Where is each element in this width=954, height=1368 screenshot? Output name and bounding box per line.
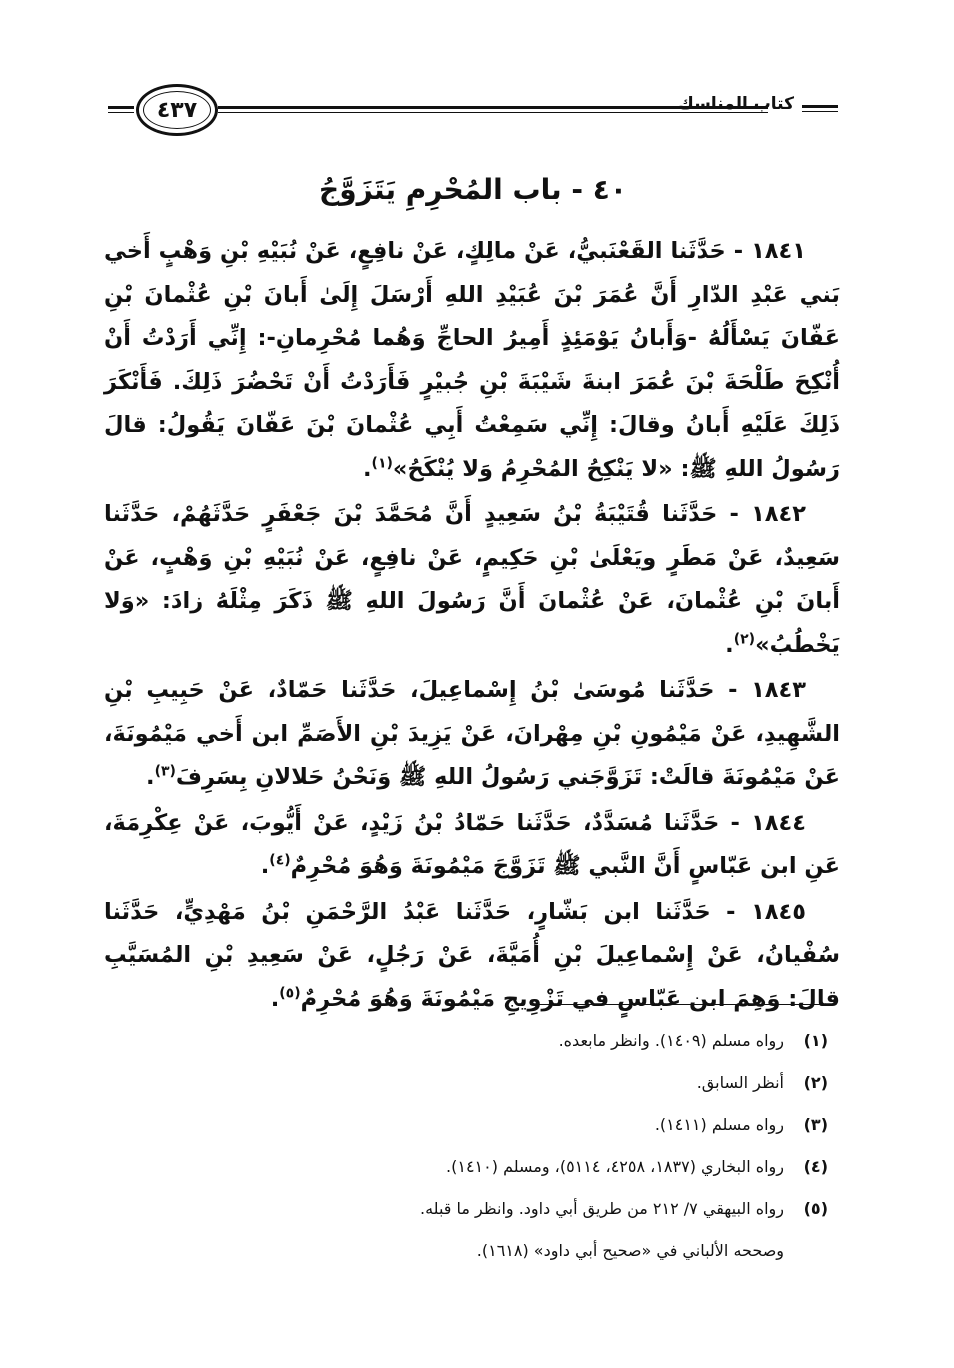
page-header [108, 84, 838, 148]
sentence-end: . [146, 764, 155, 790]
footnote-ref: (٢) [733, 631, 756, 647]
chapter-title: ٤٠ - باب المُحْرِمِ يَتَزَوَّجُ [319, 173, 627, 206]
sentence-end: . [260, 853, 270, 879]
footnote-item [200, 1104, 828, 1146]
page-number-frame [136, 84, 218, 136]
hadith-paragraph [104, 493, 840, 667]
hadith-paragraph [104, 230, 840, 491]
footnote-item [200, 1020, 828, 1062]
hadith-paragraph [104, 669, 840, 800]
footnote-text: رواه مسلم (١٤١١). [654, 1115, 784, 1134]
main-text [104, 230, 840, 1023]
header-rule-right [802, 105, 838, 112]
footnote-text: أنظر السابق. [696, 1073, 784, 1092]
footnote-text: رواه البخاري (١٨٣٧، ٤٢٥٨، ٥١١٤)، ومسلم (١٤١٠). [446, 1157, 784, 1176]
footnote-item [200, 1188, 828, 1230]
footnotes [200, 1020, 828, 1272]
hadith-text: ١٨٤٥ - حَدَّثَنا ابن بَشّارٍ، حَدَّثَنا عَبْدُ الرَّحْمَنِ بْنُ مَهْدِيٍّ، حَدَّثَنا سُفْيانُ، عَنْ إِسْماعِيلَ بْنِ أُمَيَّةَ، عَنْ رَجُلٍ، عَنْ سَعِيدِ بْنِ المُسَيَّبِ قالَ: وَهِمَ ابن عَبّاسٍ في تَزْوِيجِ مَيْمُونَةَ وَهُوَ مُحْرِمٌ [104, 898, 840, 1012]
hadith-text: ١٨٤٣ - حَدَّثَنا مُوسَىٰ بْنُ إِسْماعِيلَ، حَدَّثَنا حَمّادٌ، عَنْ حَبِيبِ بْنِ الشَّهِيدِ، عَنْ مَيْمُونِ بْنِ مِهْرانَ، عَنْ يَزِيدَ بْنِ الأَصَمِّ ابن أَخي مَيْمُونَةَ، عَنْ مَيْمُونَةَ قالَتْ: تَزَوَّجَني رَسُولُ اللهِ ﷺ وَنَحْنُ حَلالانِ بِسَرِفَ [104, 677, 840, 790]
footnote-number: (٣) [803, 1115, 828, 1134]
footnote-ref: (٥) [279, 985, 301, 1001]
footnote-separator [530, 1004, 828, 1005]
footnote-number: (٤) [803, 1157, 828, 1176]
footnote-ref: (٤) [269, 852, 291, 869]
hadith-paragraph [104, 891, 840, 1022]
hadith-text: ١٨٤٤ - حَدَّثَنا مُسَدَّدٌ، حَدَّثَنا حَمّادُ بْنُ زَيْدٍ، عَنْ أَيُّوبَ، عَنْ عِكْرِمَةَ، عَنِ ابن عَبّاسٍ أَنَّ النَّبي ﷺ تَزَوَّجَ مَيْمُونَةَ وَهُوَ مُحْرِمٌ [104, 809, 840, 879]
footnote-number: (٢) [803, 1073, 828, 1092]
footnote-number: (١) [803, 1031, 828, 1050]
footnote-text: رواه مسلم (١٤٠٩). وانظر مابعده. [558, 1031, 784, 1050]
sentence-end: . [362, 455, 372, 482]
hadith-paragraph [104, 802, 840, 889]
header-rule-left [108, 106, 134, 113]
footnote-number: (٥) [803, 1199, 828, 1218]
hadith-text: ١٨٤٢ - حَدَّثَنا قُتَيْبَةُ بْنُ سَعِيدٍ أَنَّ مُحَمَّدَ بْنَ جَعْفَرٍ حَدَّثَهُمْ، حَدَّثَنا سَعِيدٌ، عَنْ مَطَرٍ ويَعْلَىٰ بْنِ حَكِيمٍ، عَنْ نافِعٍ، عَنْ نُبَيْهِ بْنِ وَهْبٍ، عَنْ أَبانَ بْنِ عُثْمانَ، عَنْ عُثْمانَ أَنَّ رَسُولَ اللهِ ﷺ ذَكَرَ مِثْلَهُ زادَ: «وَلا يَخْطُبُ» [104, 501, 840, 658]
footnote-ref: (١) [371, 455, 393, 471]
hadith-text: ١٨٤١ - حَدَّثَنا القَعْنَبيُّ، عَنْ مالِكٍ، عَنْ نافِعٍ، عَنْ نُبَيْهِ بْنِ وَهْبٍ أَخي بَني عَبْدِ الدّارِ أَنَّ عُمَرَ بْنَ عُبَيْدِ اللهِ أَرْسَلَ إِلَىٰ أَبانَ بْنِ عُثْمانَ بْنِ عَفّانَ يَسْأَلُهُ -وَأَبانُ يَوْمَئِذٍ أَمِيرُ الحاجِّ وَهُما مُحْرِمانِ-: إِنِّي أَرَدْتُ أَنْ أُنْكِحَ طَلْحَةَ بْنَ عُمَرَ ابنةَ شَيْبَةَ بْنِ جُبيْرٍ فَأَرَدْتُ أَنْ تَحْضُرَ ذَلِكَ. فَأَنْكَرَ ذَلِكَ عَلَيْهِ أَبانُ وقالَ: إِنِّي سَمِعْتُ أَبِي عُثْمانَ بْنَ عَفّانَ يَقُولُ: قالَ رَسُولُ اللهِ ﷺ: «لا يَنْكِحُ المُحْرِمُ وَلا يُنْكَحُ» [104, 238, 840, 482]
running-head: كتاب المناسك [678, 94, 794, 114]
page-number: ٤٣٧ [156, 97, 198, 123]
footnote-item [200, 1146, 828, 1188]
footnote-continuation: وصححه الألباني في «صحيح أبي داود» (١٦١٨). [476, 1241, 784, 1260]
footnote-item [200, 1062, 828, 1104]
footnote-text: رواه البيهقي ٧/ ٢١٢ من طريق أبي داود. وانظر ما قبله. [419, 1199, 784, 1218]
sentence-end: . [270, 985, 280, 1012]
footnote-ref: (٣) [154, 763, 176, 780]
sentence-end: . [725, 631, 734, 658]
